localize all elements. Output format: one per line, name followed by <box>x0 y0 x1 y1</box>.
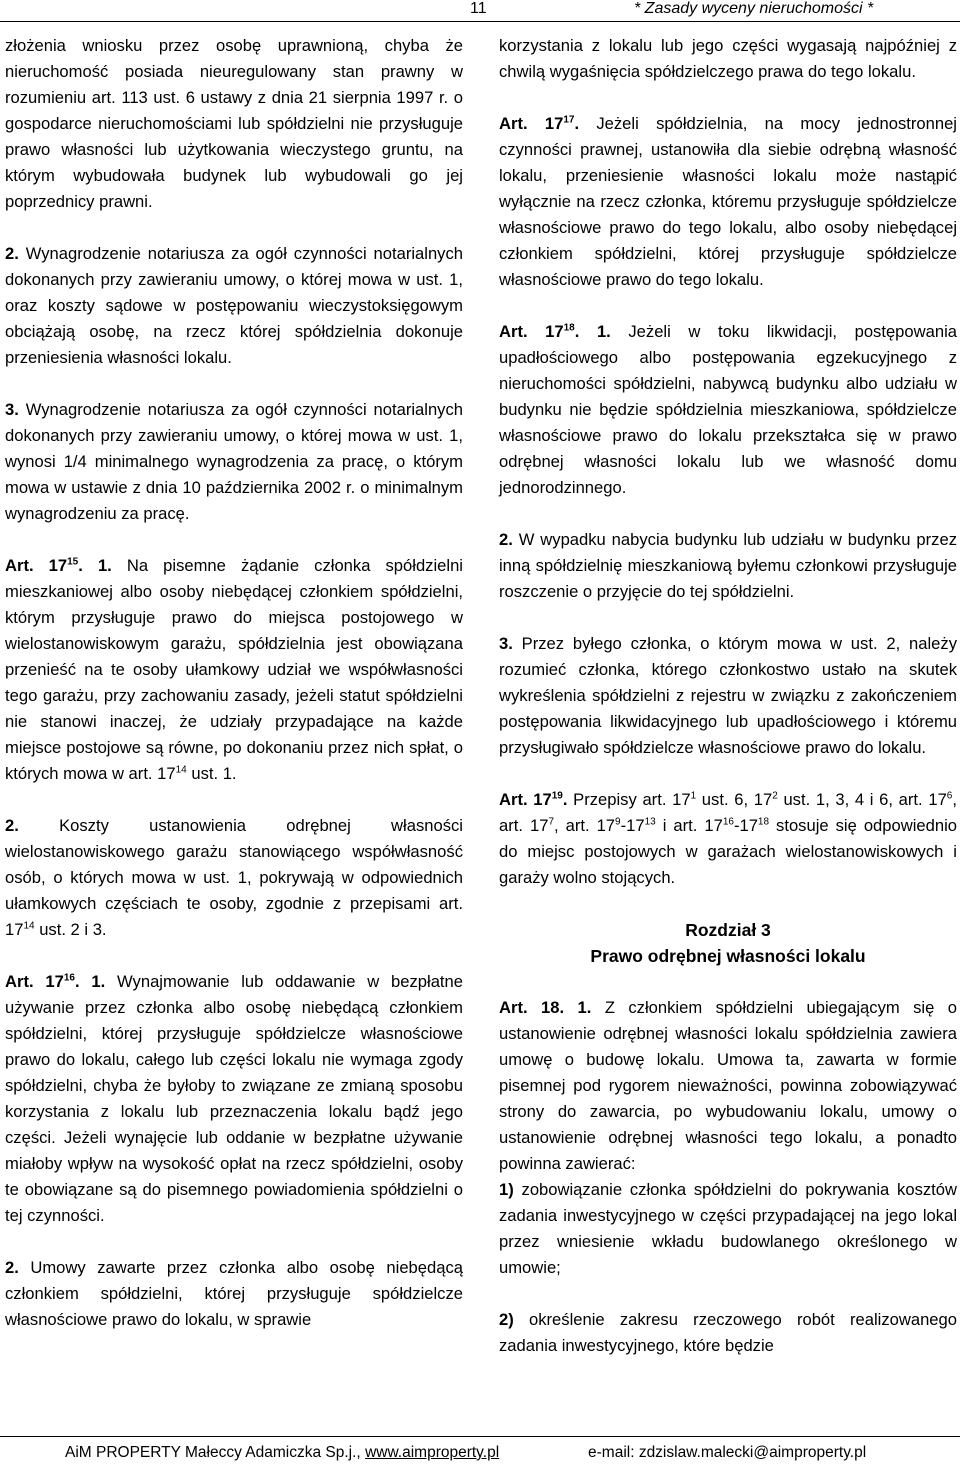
list-item-number: 1) <box>499 1180 514 1199</box>
paragraph <box>5 397 463 527</box>
article-label <box>499 322 611 341</box>
paragraph-text: ust. 1. <box>186 764 237 783</box>
reference-superscript: 18 <box>757 816 770 828</box>
paragraph-text: ust. 2 i 3. <box>34 920 107 939</box>
article-label-text: Art. 17 <box>499 114 564 133</box>
list-item-text: zobowiązanie członka spółdzielni do pokrywania kosztów zadania inwestycyjnego w części przypadającej na jego lokal przez wniesienie wkładu budowlanego określonego w umowie; <box>499 1180 957 1277</box>
paragraph <box>499 33 957 85</box>
footer-rule <box>0 1436 960 1437</box>
paragraph-text: ust. 1, 3, 4 i 6, art. 17 <box>777 790 947 809</box>
paragraph-text: W wypadku nabycia budynku lub udziału w budynku przez inną spółdzielnię mieszkaniową byłemu członkowi przysługuje roszczenie o przyjęcie do tej spółdzielni. <box>499 530 957 601</box>
article-number: . <box>574 114 580 133</box>
reference-superscript: 7 <box>548 816 554 828</box>
paragraph-text: i art. 17 <box>655 816 723 835</box>
list-item-text: określenie zakresu rzeczowego robót realizowanego zadania inwestycyjnego, które będzie <box>499 1310 957 1355</box>
article-superscript: 18 <box>563 322 575 334</box>
paragraph <box>5 241 463 371</box>
paragraph-text: -17 <box>733 816 758 835</box>
paragraph-text: Jeżeli w toku likwidacji, postępowania upadłościowego albo postępowania egzekucyjnego z nieruchomości spółdzielni, nabywcą budynku albo udziału w budynku nie będzie spółdzielnia mieszkaniowa, spółdzielcze własnościowe prawo do lokalu przekształca się w prawo odrębnej własności lokalu lub we własność domu jednorodzinnego. <box>499 322 957 497</box>
paragraph-text: Przez byłego członka, o którym mowa w ust. 2, należy rozumieć członka, którego członkostwo ustało na skutek wykreślenia spółdzielni z rejestru w związku z zakończeniem postępowania likwidacyjnego lub upadłościowego i któremu przysługiwało spółdzielcze własnościowe prawo do lokalu. <box>499 634 957 757</box>
article-label <box>5 556 112 575</box>
paragraph-text: stosuje się odpowiednio do miejsc postojowych w garażach wielostanowiskowych i garaży wolno stojących. <box>499 816 958 887</box>
paragraph-text: Umowy zawarte przez członka albo osobę niebędącą członkiem spółdzielni, której przysługuje spółdzielcze własnościowe prawo do lokalu, w sprawie <box>5 1258 463 1329</box>
list-item-number: 2) <box>499 1310 514 1329</box>
page-footer <box>0 1436 960 1483</box>
reference-superscript: 16 <box>722 816 734 828</box>
article-label <box>499 114 579 133</box>
chapter-heading <box>499 917 957 969</box>
footer-company <box>65 1444 499 1462</box>
right-column <box>499 33 957 1385</box>
paragraph-text: Wynagrodzenie notariusza za ogół czynności notarialnych dokonanych przy zawieraniu umowy, o której mowa w ust. 1, wynosi 1/4 minimalnego wynagrodzenia za pracę, o którym mowa w ustawie z dnia 10 października 2002 r. o minimalnym wynagrodzeniu za pracę. <box>5 400 463 523</box>
article-label <box>5 972 105 991</box>
reference-superscript: 6 <box>946 790 953 802</box>
section-number: 2. <box>5 244 19 263</box>
article-17-19 <box>499 787 957 891</box>
paragraph-text: Wynagrodzenie notariusza za ogół czynności notarialnych dokonanych przy zawieraniu umowy, o której mowa w ust. 1, oraz koszty sądowe w postępowaniu wieczystoksięgowym obciążają osobę, na rzecz której spółdzielnia dokonuje przeniesienia własności lokalu. <box>5 244 463 367</box>
paragraph-text: Przepisy art. 17 <box>567 790 691 809</box>
article-label-text: Art. 17 <box>5 556 68 575</box>
article-label-text: Art. 17 <box>5 972 64 991</box>
header-title: * Zasady wyceny nieruchomości * <box>634 0 874 17</box>
article-label-text: Art. 17 <box>499 790 552 809</box>
list-item <box>499 1177 957 1281</box>
paragraph-text: Koszty ustanowienia odrębnej własności wielostanowiskowego garażu stanowiącego współwłasność osób, o których mowa w ust. 1, pokrywają w odpowiednich ułamkowych częściach te osoby, zgodnie z przepisami art. 17 <box>5 816 463 939</box>
paragraph-text: -17 <box>620 816 645 835</box>
paragraph <box>5 1255 463 1333</box>
reference-superscript: 13 <box>644 816 656 828</box>
paragraph <box>499 631 957 761</box>
chapter-number: Rozdział 3 <box>685 920 771 940</box>
reference-superscript: 2 <box>772 790 778 802</box>
left-column <box>5 33 463 1333</box>
article-label: Art. 18. 1. <box>499 998 592 1017</box>
paragraph-text: złożenia wniosku przez osobę uprawnioną, chyba że nieruchomość posiada nieuregulowany stan prawny w rozumieniu art. 113 ust. 6 ustawy z dnia 21 sierpnia 1997 r. o gospodarce nieruchomościami lub spółdzielni nie przysługuje prawo własności lub użytkowania wieczystego gruntu, na którym wybudowała budynek lub wybudowali go jej poprzednicy prawni. <box>5 36 463 211</box>
article-superscript: 15 <box>67 556 79 568</box>
paragraph-text: , art. 17 <box>499 790 957 835</box>
header-rule <box>0 21 960 22</box>
page-header <box>0 0 960 20</box>
article-17-16 <box>5 969 463 1229</box>
article-number: . 1. <box>78 556 112 575</box>
paragraph-text: korzystania z lokalu lub jego części wygasają najpóźniej z chwilą wygaśnięcia spółdzielczego prawa do tego lokalu. <box>499 36 957 81</box>
paragraph-text: Wynajmowanie lub oddawanie w bezpłatne używanie przez członka albo osobę niebędącą członkiem spółdzielni, której przysługuje spółdzielcze własnościowe prawo do lokalu, całego lub części lokalu nie wymaga zgody spółdzielni, chyba że byłoby to związane ze zmianą sposobu korzystania z lokalu lub przeznaczenia lokalu bądź jego części. Jeżeli wynajęcie lub oddanie w bezpłatne używanie miałoby wpływ na wysokość opłat na rzecz spółdzielni, osoby te obowiązane są do pisemnego powiadomienia spółdzielni o tej czynności. <box>5 972 463 1225</box>
company-name: AiM PROPERTY Małeccy Adamiczka Sp.j., <box>65 1444 366 1461</box>
footer-email[interactable]: e-mail: zdzislaw.malecki@aimproperty.pl <box>588 1444 867 1461</box>
article-label <box>499 790 567 809</box>
chapter-title: Prawo odrębnej własności lokalu <box>590 946 866 966</box>
paragraph <box>5 813 463 943</box>
article-superscript: 16 <box>63 972 75 984</box>
article-number: . <box>562 790 568 809</box>
list-item <box>499 1307 957 1359</box>
page-number: 11 <box>470 0 487 17</box>
paragraph-text: ust. 6, 17 <box>696 790 773 809</box>
reference-superscript: 14 <box>175 764 187 776</box>
article-17-17 <box>499 111 957 293</box>
reference-superscript: 14 <box>23 920 35 932</box>
paragraph <box>5 33 463 215</box>
section-number: 2. <box>5 816 19 835</box>
section-number: 2. <box>499 530 513 549</box>
reference-superscript: 9 <box>615 816 621 828</box>
paragraph-text: , art. 17 <box>554 816 616 835</box>
paragraph <box>499 527 957 605</box>
reference-superscript: 1 <box>690 790 697 802</box>
section-number: 2. <box>5 1258 19 1277</box>
article-number: . 1. <box>74 972 106 991</box>
article-17-18 <box>499 319 957 501</box>
article-label-text: Art. 17 <box>499 322 564 341</box>
section-number: 3. <box>499 634 513 653</box>
website-link[interactable]: www.aimproperty.pl <box>365 1444 500 1461</box>
article-number: . 1. <box>574 322 611 341</box>
article-17-15 <box>5 553 463 787</box>
article-18 <box>499 995 957 1177</box>
paragraph-text: Jeżeli spółdzielnia, na mocy jednostronnej czynności prawnej, ustanowiła dla siebie odrębną własność lokalu, przeniesienie własności lokalu może nastąpić wyłącznie na rzecz członka, któremu przysługuje spółdzielcze własnościowe prawo do tego lokalu, albo osoby niebędącej członkiem spółdzielni, której przysługuje spółdzielcze własnościowe prawo do tego lokalu. <box>499 114 957 289</box>
article-superscript: 19 <box>551 790 563 802</box>
section-number: 3. <box>5 400 19 419</box>
paragraph-text: Na pisemne żądanie członka spółdzielni mieszkaniowej albo osoby niebędącej członkiem spółdzielni, którym przysługuje prawo do miejsca postojowego w wielostanowiskowym garażu, spółdzielnia jest obowiązana przenieść na te osoby ułamkowy udział we współwłasności tego garażu, przy zachowaniu zasady, jeżeli statut spółdzielni nie stanowi inaczej, że udziały przypadające na każde miejsce postojowe są równe, po dokonaniu przez nich spłat, o których mowa w art. 17 <box>5 556 463 783</box>
article-superscript: 17 <box>563 114 575 126</box>
paragraph-text: Z członkiem spółdzielni ubiegającym się o ustanowienie odrębnej własności lokalu spółdzielnia zawiera umowę o budowę lokalu. Umowa ta, zawarta w formie pisemnej pod rygorem nieważności, powinna zobowiązywać strony do zawarcia, po wybudowaniu lokalu, umowy o ustanowienie odrębnej własności tego lokalu, a ponadto powinna zawierać: <box>499 998 957 1173</box>
